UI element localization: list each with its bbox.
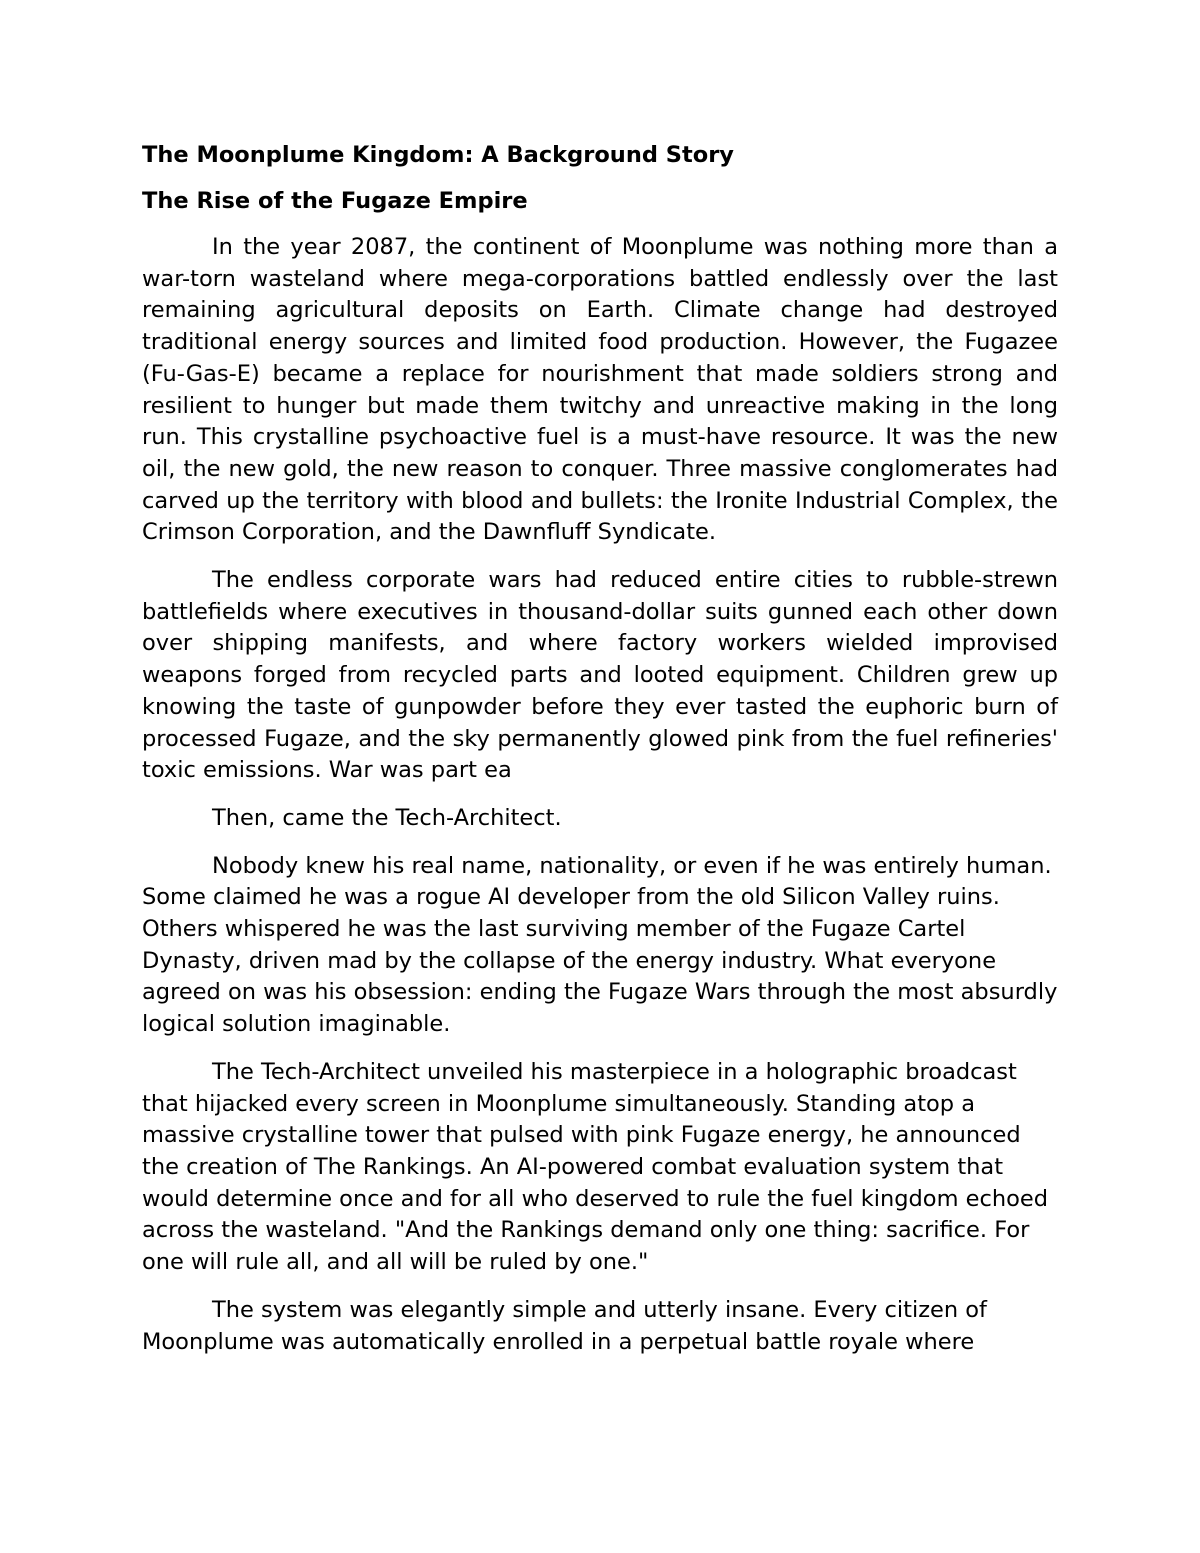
paragraph-3: Then, came the Tech-Architect. xyxy=(212,804,562,831)
paragraph-2: The endless corporate wars had reduced entire cities to rubble-strewn battlefields where executives in thousand-dollar suits gunned each other down over shipping manifests, and where factory workers wielded improvised weapons forged from recycled parts and looted equipment. Children grew up knowing the taste of gunpowder before they ever tasted the euphoric burn of processed Fugaze, and the sky permanently glowed pink from the fuel refineries' toxic emissions. War was part ea xyxy=(142,567,1058,784)
paragraph-5: The Tech-Architect unveiled his masterpiece in a holographic broadcast that hijacked every screen in Moonplume simultaneously. Standing atop a massive crystalline tower that pulsed with pink Fugaze energy, he announced the creation of The Rankings. An AI-powered combat evaluation system that would determine once and for all who deserved to rule the fuel kingdom echoed across the wasteland. "And the Rankings demand only one thing: sacrifice. For one will rule all, and all will be ruled by one." xyxy=(142,1058,1049,1276)
section-heading: The Rise of the Fugaze Empire xyxy=(142,188,528,214)
document-title: The Moonplume Kingdom: A Background Story xyxy=(142,142,734,168)
paragraph-1: In the year 2087, the continent of Moonplume was nothing more than a war-torn wasteland where mega-corporations battled endlessly over the last remaining agricultural deposits on Earth. Climate change had destroyed traditional energy sources and limited food production. However, the Fugazee (Fu-Gas-E) became a replace for nourishment that made soldiers strong and resilient to hunger but made them twitchy and unreactive making in the long run. This crystalline psychoactive fuel is a must-have resource. It was the new oil, the new gold, the new reason to conquer. Three massive conglomerates had carved up the territory with blood and bullets: the Ironite Industrial Complex, the Crimson Corporation, and the Dawnfluff Syndicate. xyxy=(142,234,1058,546)
document-body xyxy=(142,140,1058,1374)
paragraph-6: The system was elegantly simple and utterly insane. Every citizen of Moonplume was automatically enrolled in a perpetual battle royale where xyxy=(142,1296,987,1355)
paragraph-4: Nobody knew his real name, nationality, or even if he was entirely human. Some claimed he was a rogue AI developer from the old Silicon Valley ruins. Others whispered he was the last surviving member of the Fugaze Cartel Dynasty, driven mad by the collapse of the energy industry. What everyone agreed on was his obsession: ending the Fugaze Wars through the most absurdly logical solution imaginable. xyxy=(142,852,1058,1038)
